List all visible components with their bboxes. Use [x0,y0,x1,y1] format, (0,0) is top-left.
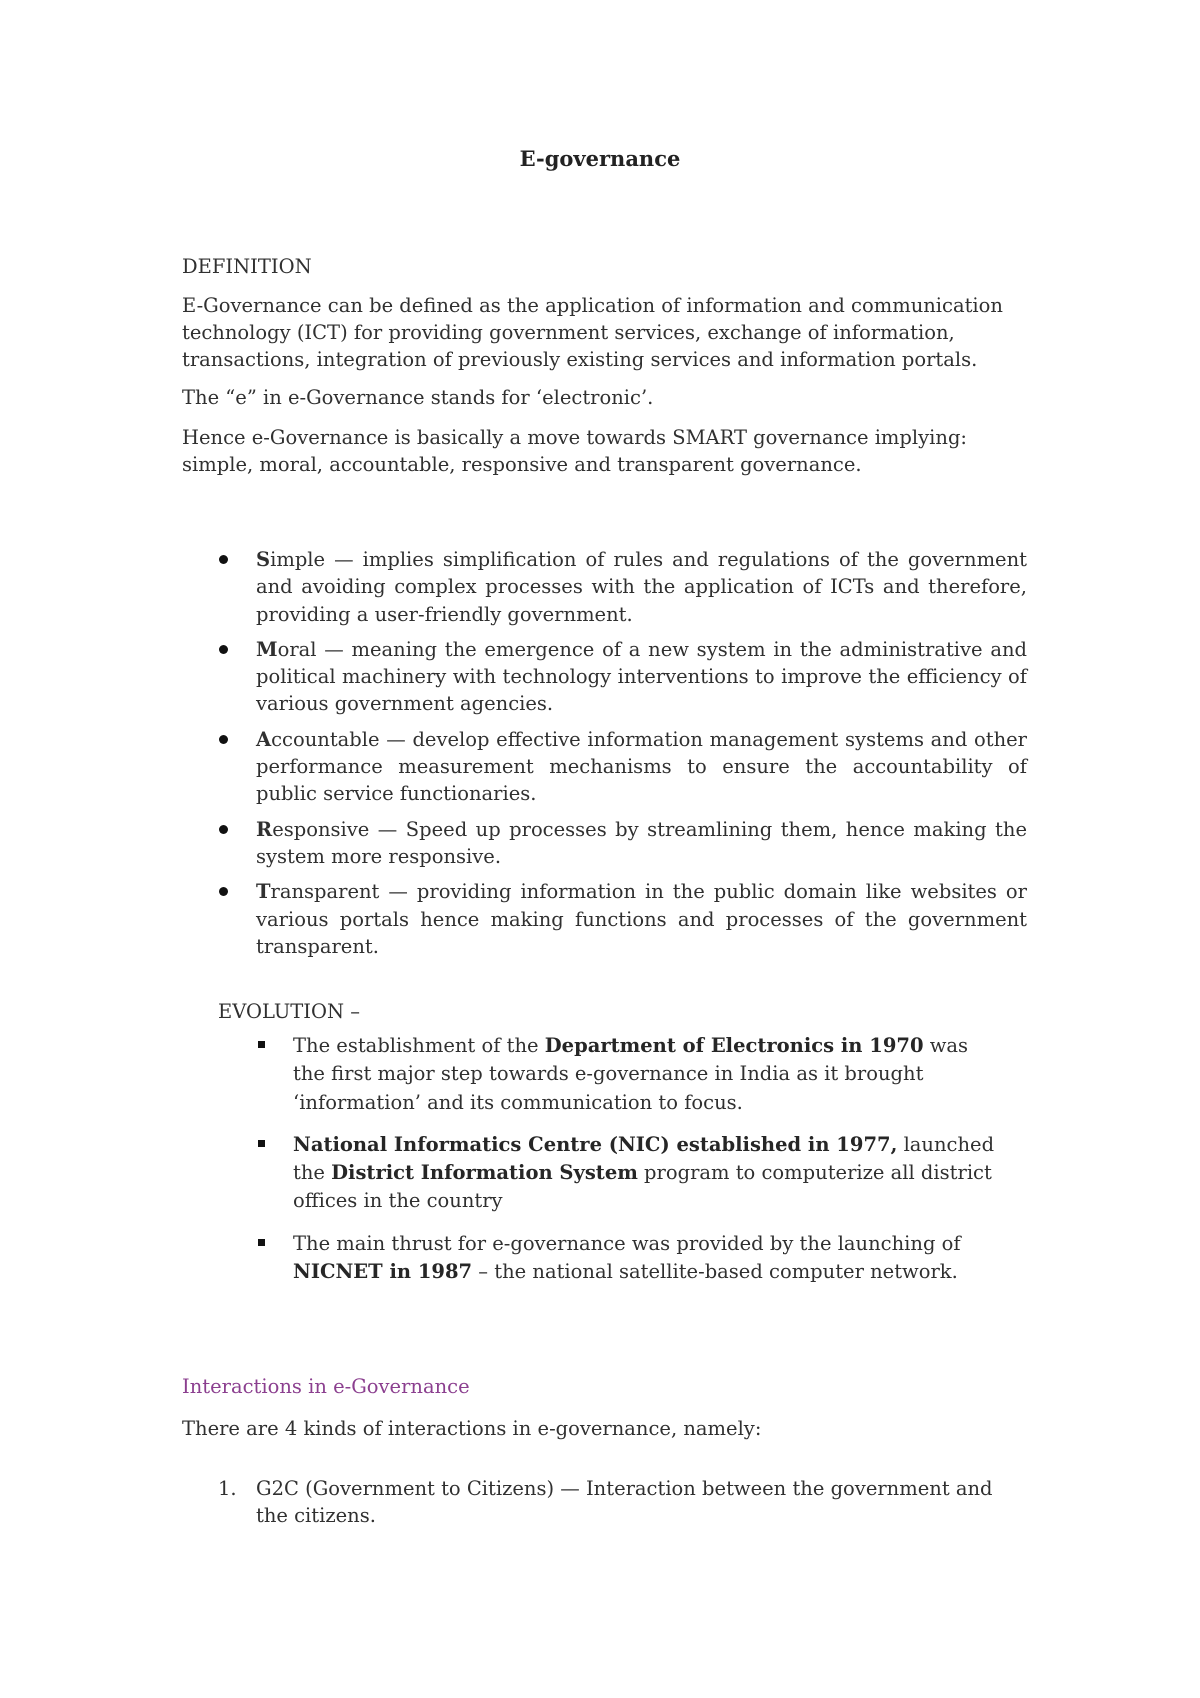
smart-list [182,546,1027,968]
smart-item-text: ccountable — develop effective information management systems and other performance measurement mechanisms to ensure the accountability of public service functionaries. [256,727,1027,806]
smart-item-transparent [182,878,1027,960]
evolution-item-1977 [218,1131,998,1216]
smart-letter: A [256,727,272,751]
evolution-list [218,1032,998,1300]
smart-item-text: oral — meaning the emergence of a new system in the administrative and political machinery with technology interventions to improve the efficiency of various government agencies. [256,637,1027,716]
evolution-text: The establishment of the [293,1034,545,1057]
smart-item-simple [182,546,1027,628]
interaction-text: G2C (Government to Citizens) — Interaction between the government and the citizens. [256,1477,993,1528]
e-meaning-paragraph: The “e” in e-Governance stands for ‘electronic’. [182,386,654,409]
evolution-bold-text: National Informatics Centre (NIC) established in 1977, [293,1132,898,1156]
list-number: 1. [218,1477,237,1500]
page-title: E-governance [519,146,681,171]
evolution-text: The main thrust for e-governance was provided by the launching of [293,1231,961,1255]
bullet-dot-icon [219,825,228,834]
bullet-dot-icon [219,555,228,564]
bullet-dot-icon [219,645,228,654]
definition-heading: DEFINITION [182,255,312,278]
evolution-text: – the national satellite-based computer network. [472,1260,958,1284]
bullet-dot-icon [219,887,228,896]
interactions-intro: There are 4 kinds of interactions in e-governance, namely: [182,1417,762,1440]
evolution-bold-text: District Information System [331,1161,638,1185]
evolution-text: was the first major step towards e-governance in India as it brought ‘information’ and its communication to focus. [293,1034,969,1114]
evolution-bold-text: NICNET in 1987 [293,1260,473,1284]
smart-governance-paragraph: Hence e-Governance is basically a move towards SMART governance implying: simple, moral, accountable, responsive and transparent governance. [182,426,967,476]
smart-item-text: ransparent — providing information in the public domain like websites or various portals hence making functions and processes of the government transparent. [256,880,1027,958]
evolution-text: program to computerize all district offices in the country [293,1161,992,1213]
smart-letter: T [256,880,271,904]
evolution-bold-text: Department of Electronics in 1970 [544,1034,924,1057]
smart-item-text: imple — implies simplification of rules and regulations of the government and avoiding complex processes with the application of ICTs and therefore, providing a user-friendly government. [256,548,1027,626]
interaction-item-g2c [218,1475,1028,1530]
evolution-item-1987 [218,1230,998,1287]
smart-item-responsive [182,816,1027,871]
evolution-heading: EVOLUTION – [218,1000,360,1023]
smart-item-accountable [182,726,1027,808]
smart-letter: S [256,548,271,571]
evolution-text: launched the [293,1132,995,1185]
square-bullet-icon [258,1140,265,1147]
interactions-list [218,1475,1028,1530]
definition-paragraph: E-Governance can be defined as the application of information and communication technology (ICT) for providing government services, exchange of information, transactions, integration of previously existing services and information portals. [182,294,1003,371]
smart-letter: M [256,637,278,661]
smart-letter: R [256,817,273,841]
evolution-item-1970 [218,1032,998,1117]
square-bullet-icon [258,1239,265,1246]
bullet-dot-icon [219,735,228,744]
smart-item-moral [182,636,1027,718]
smart-item-text: esponsive — Speed up processes by streamlining them, hence making the system more responsive. [256,817,1027,868]
interactions-heading: Interactions in e-Governance [182,1375,470,1398]
square-bullet-icon [258,1041,265,1048]
